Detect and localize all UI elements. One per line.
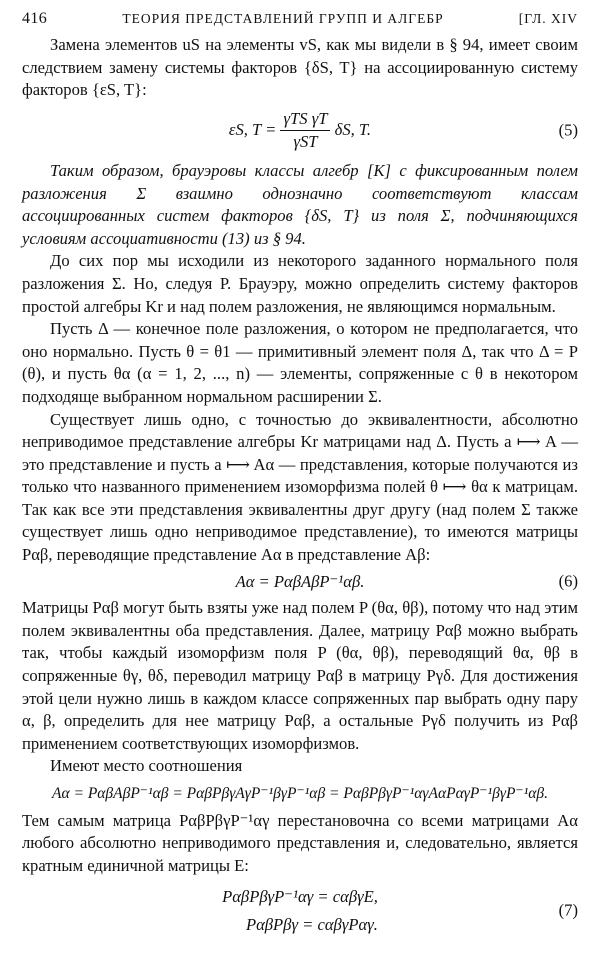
equation-5-numerator: γTS γT [280, 108, 330, 132]
paragraph-8: Тем самым матрица PαβPβγP⁻¹αγ перестановочна со всеми матрицами Aα любого абсолютно неприводимого представления и, следовательно, является кратным единичной матрицы E: [22, 810, 578, 875]
paragraph-5: Существует лишь одно, с точностью до эквивалентности, абсолютно неприводимое представление алгебры Kr матрицами над Δ. Пусть a ⟼ A — это представление и пусть a ⟼ Aα — представления, которые получаются из только что названного применением изоморфизма полей θ ⟼ θα к матрицам. Так как все эти представления эквивалентны друг другу (над полем Σ также существует лишь одно неприводимое представление), то имеются матрицы Pαβ, переводящие представление Aα в представление Aβ: [22, 409, 578, 565]
equation-7-line-1: PαβPβγP⁻¹αγ = cαβγE, [222, 887, 378, 907]
running-header [22, 8, 578, 34]
equation-5-lhs: εS, T = [228, 119, 277, 139]
equation-7 [22, 883, 578, 939]
chapter-label: [ГЛ. XIV [518, 11, 578, 26]
paragraph-1: Замена элементов uS на элементы vS, как мы видели в § 94, имеет своим следствием замену системы факторов {δS, T} на ассоциированную систему факторов {εS, T}: [22, 35, 578, 100]
running-title: ТЕОРИЯ ПРЕДСТАВЛЕНИЙ ГРУПП И АЛГЕБР [122, 11, 444, 26]
paragraph-2: Таким образом, брауэровы классы алгебр [K] с фиксированным полем разложения Σ взаимно однозначно соответствуют классам ассоциированных систем факторов {δS, T} из поля Σ, подчиняющихся условиям ассоциативности (13) из § 94. [22, 160, 578, 248]
equation-6 [22, 571, 578, 594]
equation-5-number: (5) [558, 120, 578, 140]
equation-6-number: (6) [558, 571, 578, 591]
equation-6-body: Aα = PαβAβP⁻¹αβ. [235, 571, 365, 591]
equation-5 [22, 108, 578, 154]
equation-7-line-2: PαβPβγ = cαβγPαγ. [245, 915, 378, 935]
paragraph-4: Пусть Δ — конечное поле разложения, о котором не предполагается, что оно нормально. Пусть θ = θ1 — примитивный элемент поля Δ, так что Δ = P (θ), и пусть θα (α = 1, 2, ..., n) — элементы, сопряженные с θ в некотором подходяще выбранном нормальном расширении Σ. [22, 319, 578, 406]
equation-5-fraction [280, 108, 330, 154]
equation-7-system [222, 883, 378, 939]
equation-relations [22, 782, 578, 806]
equation-5-rhs: δS, T. [334, 119, 372, 139]
page-number: 416 [22, 10, 48, 27]
equation-5-denominator: γST [293, 132, 318, 152]
equation-7-number: (7) [558, 901, 578, 921]
equation-relations-body: Aα = PαβAβP⁻¹αβ = PαβPβγAγP⁻¹βγP⁻¹αβ = PαβPβγP⁻¹αγAαPαγP⁻¹βγP⁻¹αβ. [52, 785, 548, 802]
paragraph-6: Матрицы Pαβ могут быть взяты уже над полем P (θα, θβ), потому что над этим полем эквивалентны оба представления. Далее, матрицу Pαβ можно выбрать так, чтобы каждый изоморфизм поля P (θα, θβ), переводящий θα, θβ в сопряженные θγ, θδ, переводил матрицу Pαβ в матрицу Pγδ. Для достижения этой цели нужно лишь в каждом классе сопряженных пар выбрать одну пару α, β, определить для нее матрицу Pαβ, а остальные Pγδ получить из Pαβ применением соответствующих изоморфизмов. [22, 598, 578, 753]
paragraph-3: До сих пор мы исходили из некоторого заданного нормального поля разложения Σ. Но, следуя Р. Брауэру, можно определить систему факторов простой алгебры Kr и над полем разложения, не являющимся нормальным. [22, 251, 578, 316]
paragraph-7: Имеют место соотношения [50, 756, 243, 776]
